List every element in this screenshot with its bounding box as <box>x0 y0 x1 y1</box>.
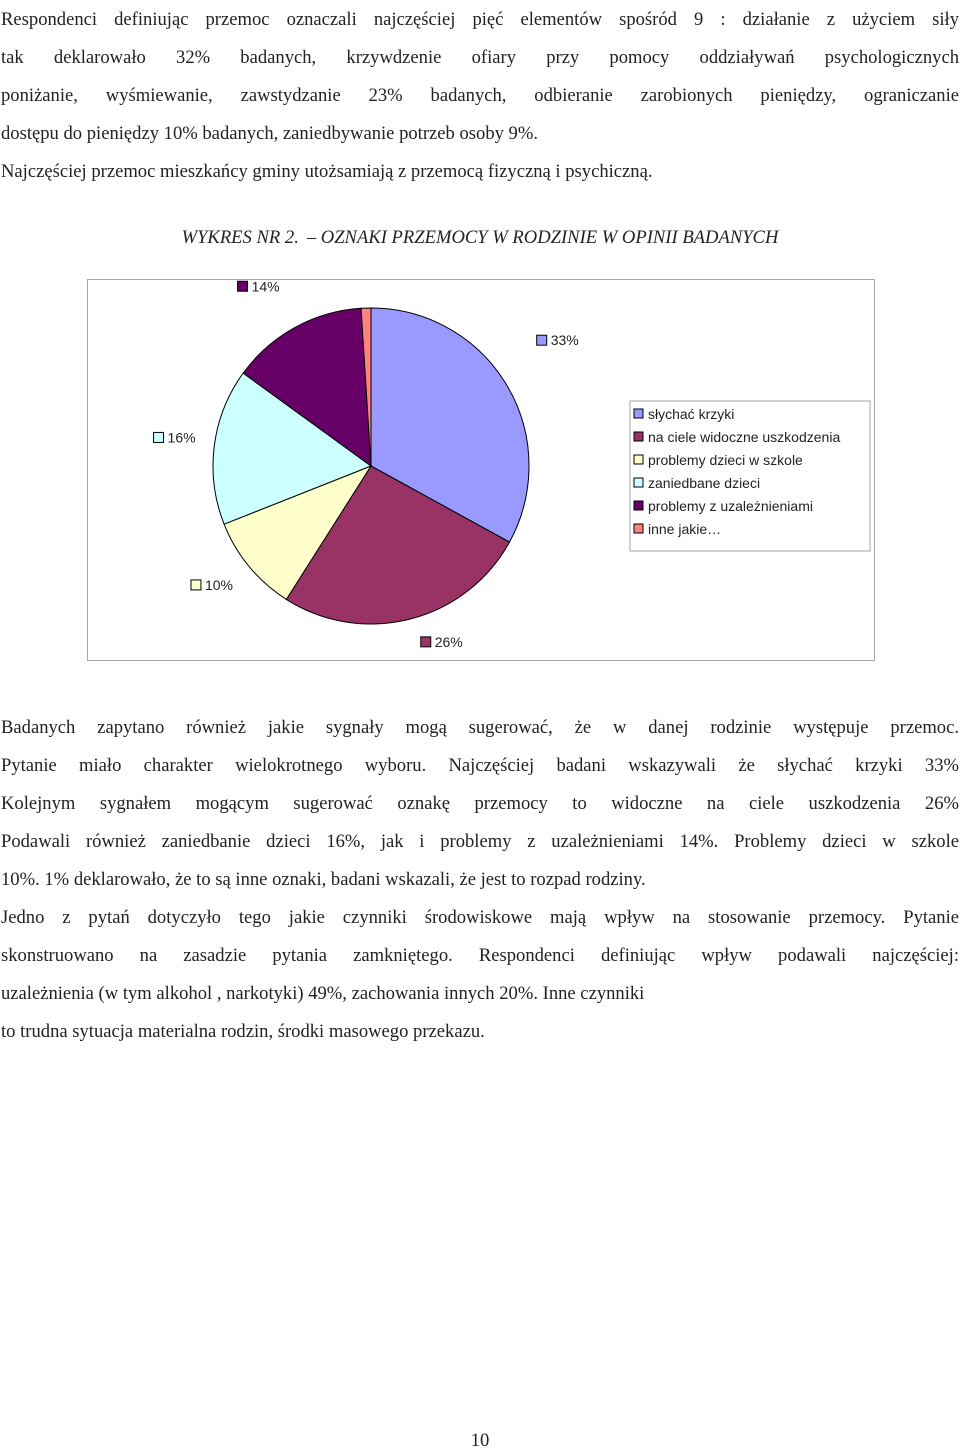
slice-data-label <box>154 429 196 445</box>
slice-data-label <box>191 577 233 593</box>
text-line: uzależnienia (w tym alkohol , narkotyki) 49%, zachowania innych 20%. Inne czynniki <box>1 983 645 1004</box>
text-line: 10%. 1% deklarowało, że to są inne oznaki, badani wskazali, że jest to rozpad rodziny. <box>1 869 646 890</box>
text-line: tak deklarowało 32% badanych, krzywdzenie ofiary przy pomocy oddziaływań psychologicznych <box>1 47 959 68</box>
slice-data-label <box>238 280 280 294</box>
slice-value-label: 33% <box>550 332 579 349</box>
text-line: Badanych zapytano również jakie sygnały mogą sugerować, że w danej rodzinie występuje przemoc. <box>1 717 959 738</box>
analysis-paragraph <box>1 709 959 1051</box>
label-color-swatch <box>154 432 164 442</box>
text-line: Pytanie miało charakter wielokrotnego wyboru. Najczęściej badani wskazywali że słychać krzyki 33% <box>1 755 959 776</box>
text-line: Respondenci definiując przemoc oznaczali najczęściej pięć elementów spośród 9 : działanie z użyciem siły <box>1 9 959 30</box>
legend-item-label: na ciele widoczne uszkodzenia <box>648 429 841 445</box>
text-line: to trudna sytuacja materialna rodzin, środki masowego przekazu. <box>1 1021 485 1042</box>
chart-title: – OZNAKI PRZEMOCY W RODZINIE W OPINII BADANYCH <box>306 227 779 248</box>
legend-item-label: inne jakie… <box>648 521 722 537</box>
chart-number: WYKRES NR 2. <box>181 227 299 248</box>
slice-data-label <box>421 634 463 650</box>
legend-swatch <box>634 478 643 487</box>
legend-item-label: problemy z uzależnieniami <box>648 498 813 514</box>
text-line: poniżanie, wyśmiewanie, zawstydzanie 23% badanych, odbieranie zarobionych pieniędzy, ograniczanie <box>1 85 959 106</box>
text-line: Kolejnym sygnałem mogącym sugerować oznakę przemocy to widoczne na ciele uszkodzenia 26% <box>1 793 959 814</box>
legend-swatch <box>634 524 643 533</box>
slice-value-label: 26% <box>434 633 463 650</box>
pie-chart-svg <box>88 280 874 660</box>
legend-swatch <box>634 455 643 464</box>
pie-chart <box>87 279 875 661</box>
chart-caption <box>0 224 960 252</box>
intro-paragraph <box>1 1 959 191</box>
text-line: Podawali również zaniedbanie dzieci 16%, jak i problemy z uzależnieniami 14%. Problemy dzieci w szkole <box>1 831 959 852</box>
slice-data-label <box>537 332 579 348</box>
label-color-swatch <box>421 637 431 647</box>
legend-swatch <box>634 501 643 510</box>
text-line: dostępu do pieniędzy 10% badanych, zaniedbywanie potrzeb osoby 9%. <box>1 123 538 144</box>
legend-swatch <box>634 432 643 441</box>
legend-item-label: zaniedbane dzieci <box>648 475 761 491</box>
slice-value-label: 16% <box>167 429 196 446</box>
slice-value-label: 10% <box>204 576 234 593</box>
page-number: 10 <box>470 1430 490 1451</box>
text-line: Najczęściej przemoc mieszkańcy gminy utożsamiają z przemocą fizyczną i psychiczną. <box>1 161 653 182</box>
label-color-swatch <box>191 580 201 590</box>
slice-value-label: 14% <box>251 280 280 295</box>
text-line: Jedno z pytań dotyczyło tego jakie czynniki środowiskowe mają wpływ na stosowanie przemocy. Pytanie <box>1 907 959 928</box>
legend-item-label: problemy dzieci w szkole <box>648 452 803 468</box>
label-color-swatch <box>537 335 547 345</box>
text-line: skonstruowano na zasadzie pytania zamkniętego. Respondenci definiując wpływ podawali najczęściej: <box>1 945 959 966</box>
chart-legend <box>630 401 870 551</box>
legend-swatch <box>634 409 643 418</box>
label-color-swatch <box>238 281 248 291</box>
legend-item-label: słychać krzyki <box>648 406 735 422</box>
